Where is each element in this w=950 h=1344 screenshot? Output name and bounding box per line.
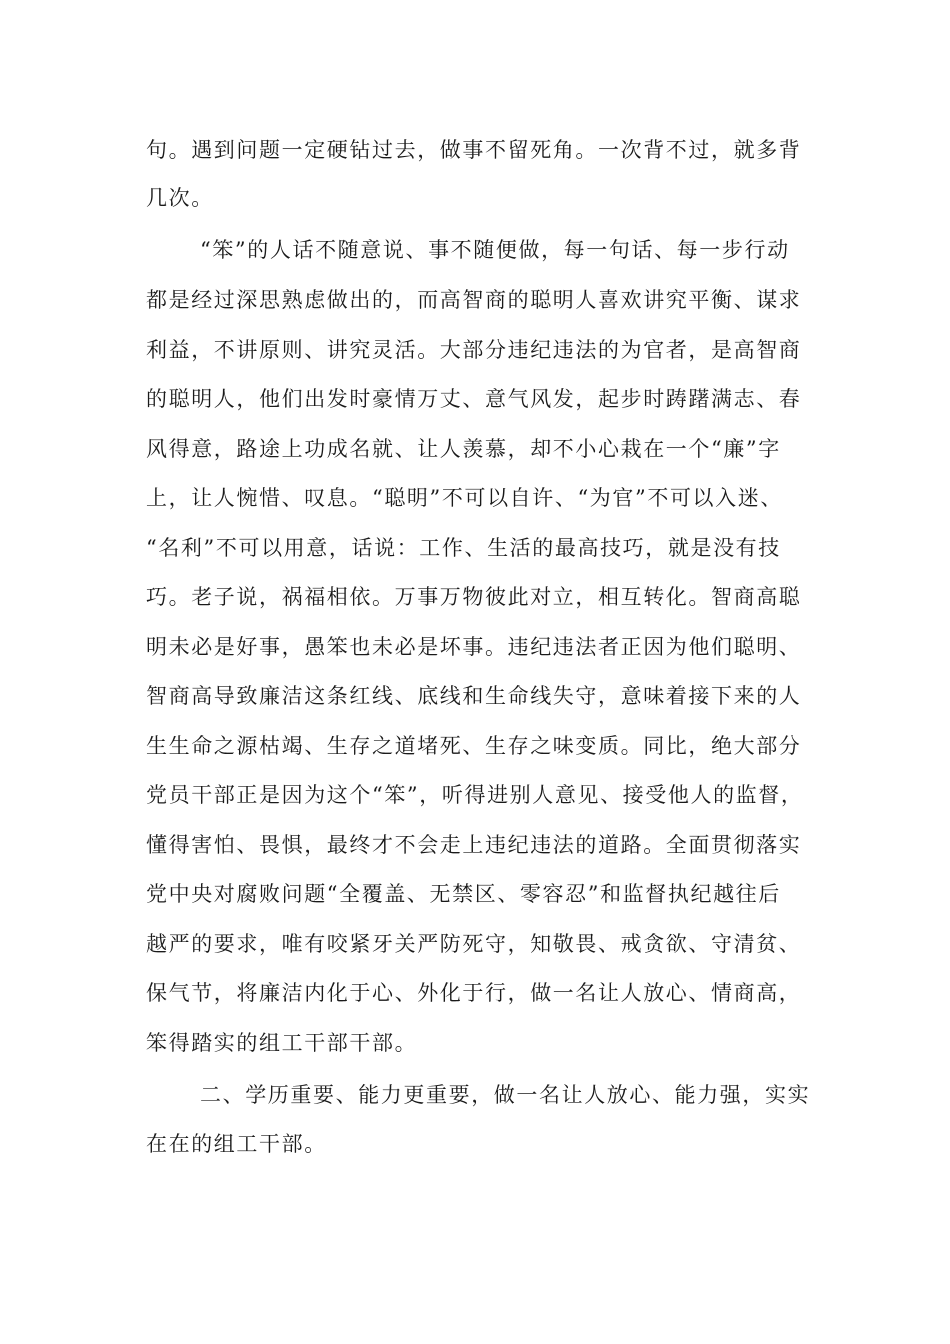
paragraph-line: 党中央对腐败问题“全覆盖、无禁区、零容忍”和监督执纪越往后 <box>146 882 781 906</box>
paragraph-line: 保气节，将廉洁内化于心、外化于行，做一名让人放心、情商高， <box>146 981 802 1005</box>
paragraph-line: 笨得踏实的组工干部干部。 <box>146 1031 418 1055</box>
paragraph-line: 的聪明人，他们出发时豪情万丈、意气风发，起步时踌躇满志、春 <box>146 387 802 411</box>
paragraph-line: “名利”不可以用意，话说：工作、生活的最高技巧，就是没有技 <box>146 536 781 560</box>
paragraph-line: 智商高导致廉洁这条红线、底线和生命线失守，意味着接下来的人 <box>146 684 802 708</box>
paragraph-line: 上，让人惋惜、叹息。“聪明”不可以自许、“为官”不可以入迷、 <box>146 486 783 510</box>
paragraph-line: 几次。 <box>146 186 214 210</box>
paragraph-line: 明未必是好事，愚笨也未必是坏事。违纪违法者正因为他们聪明、 <box>146 635 802 659</box>
paragraph-line: 巧。老子说，祸福相依。万事万物彼此对立，相互转化。智商高聪 <box>146 585 802 609</box>
paragraph-line: 风得意，路途上功成名就、让人羡慕，却不小心栽在一个“廉”字 <box>146 437 781 461</box>
paragraph-line: 句。遇到问题一定硬钻过去，做事不留死角。一次背不过，就多背 <box>146 138 802 162</box>
section-heading-line: 二、学历重要、能力更重要，做一名让人放心、能力强，实实 <box>200 1083 811 1107</box>
paragraph-line: “笨”的人话不随意说、事不随便做，每一句话、每一步行动 <box>200 238 790 262</box>
paragraph-line: 利益，不讲原则、讲究灵活。大部分违纪违法的为官者，是高智商 <box>146 338 802 362</box>
paragraph-line: 都是经过深思熟虑做出的，而高智商的聪明人喜欢讲究平衡、谋求 <box>146 288 802 312</box>
paragraph-line: 生生命之源枯竭、生存之道堵死、生存之味变质。同比，绝大部分 <box>146 734 802 758</box>
paragraph-line: 党员干部正是因为这个“笨”，听得进别人意见、接受他人的监督， <box>146 783 804 807</box>
paragraph-line: 懂得害怕、畏惧，最终才不会走上违纪违法的道路。全面贯彻落实 <box>146 833 802 857</box>
paragraph-line: 越严的要求，唯有咬紧牙关严防死守，知敬畏、戒贪欲、守清贫、 <box>146 932 802 956</box>
section-heading-line: 在在的组工干部。 <box>146 1132 327 1156</box>
